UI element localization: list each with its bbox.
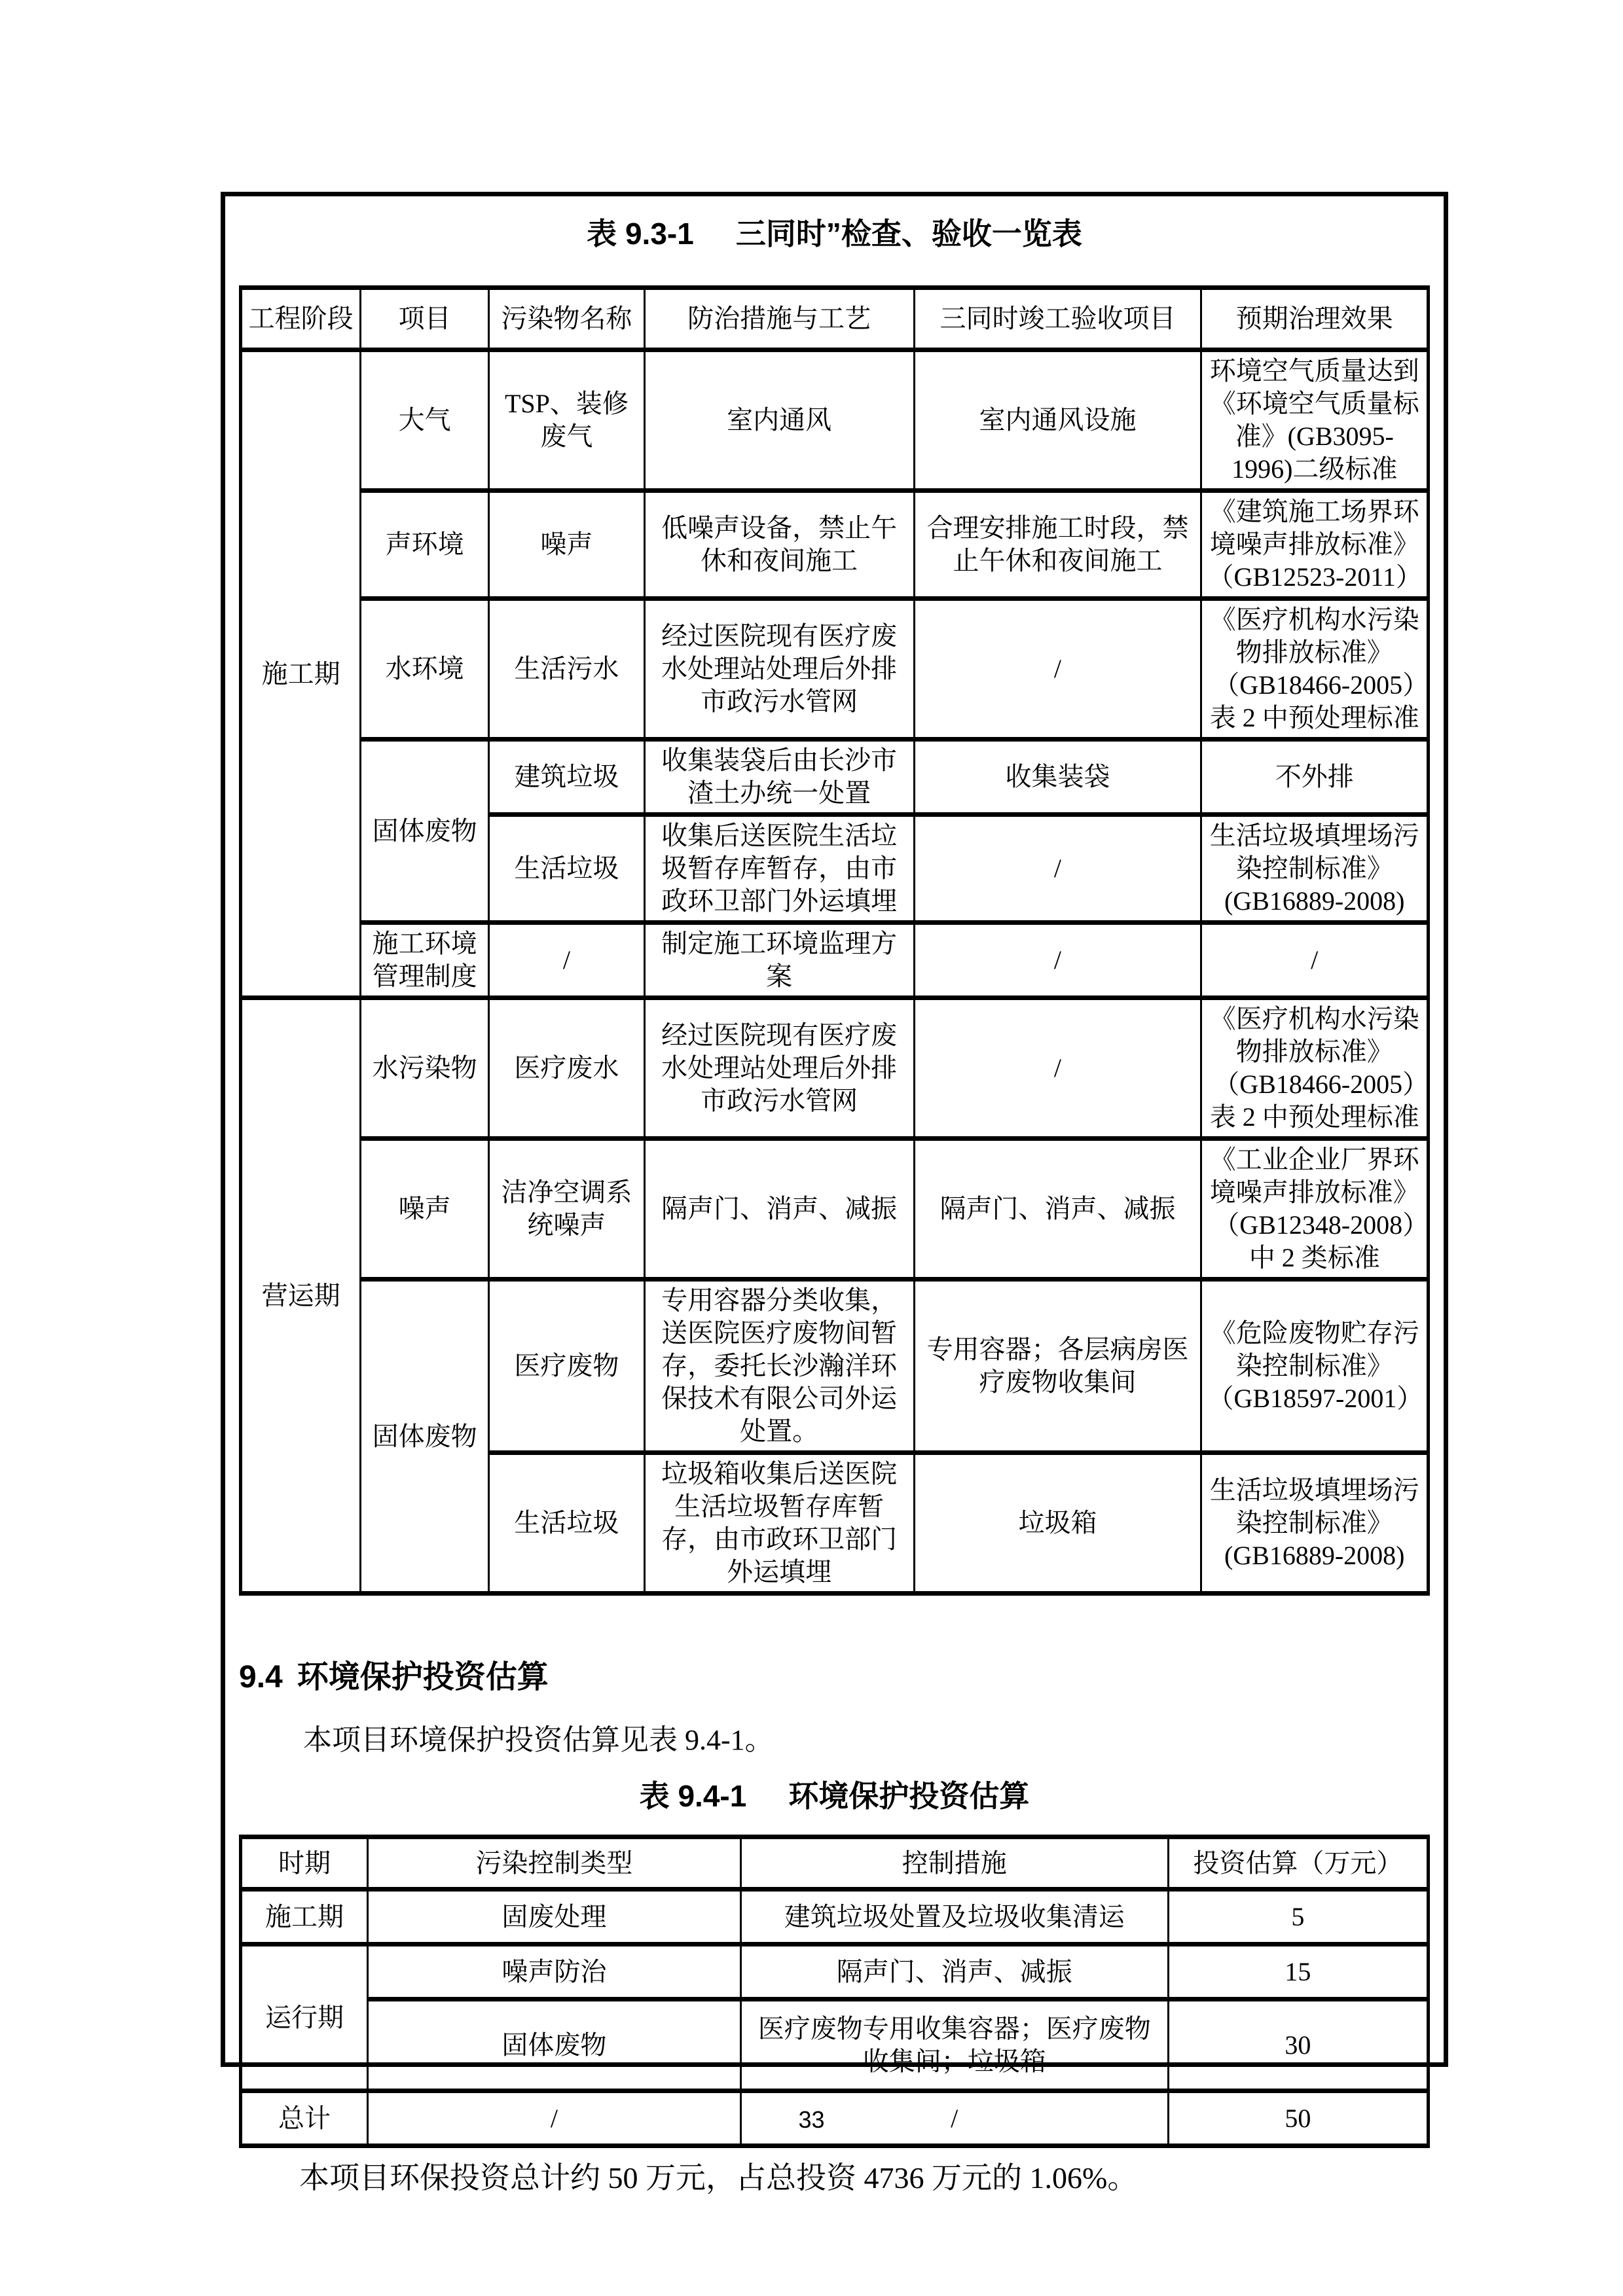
table-cell: / <box>914 599 1201 740</box>
stage-cell-operation: 营运期 <box>241 998 361 1594</box>
table-cell: 隔声门、消声、减振 <box>644 1139 914 1280</box>
table-cell: / <box>368 2091 741 2146</box>
table-cell: 不外排 <box>1201 740 1429 815</box>
table-cell: / <box>489 923 645 998</box>
investment-estimate-table <box>239 1835 1430 2148</box>
table-cell: 噪声 <box>489 491 645 599</box>
table-cell: 制定施工环境监理方案 <box>644 923 914 998</box>
table-cell: 环境空气质量达到《环境空气质量标准》(GB3095-1996)二级标准 <box>1201 350 1429 491</box>
table-cell: 室内通风设施 <box>914 350 1201 491</box>
table-cell: 《医疗机构水污染物排放标准》（GB18466-2005）表 2 中预处理标准 <box>1201 599 1429 740</box>
table-cell: / <box>740 2091 1168 2146</box>
table-row <box>241 923 1429 998</box>
table-cell: 《医疗机构水污染物排放标准》（GB18466-2005）表 2 中预处理标准 <box>1201 998 1429 1139</box>
investment-footnote: 本项目环保投资总计约 50 万元，占总投资 4736 万元的 1.06%。 <box>299 2161 1138 2195</box>
three-simultaneity-table <box>239 285 1430 1596</box>
value-cell: 15 <box>1168 1945 1428 2000</box>
table1-caption-title: 三同时”检查、验收一览表 <box>735 217 1082 251</box>
table-row <box>241 350 1429 491</box>
table-cell: 生活垃圾 <box>489 1453 645 1594</box>
period-cell: 施工期 <box>241 1890 368 1945</box>
value-cell: 30 <box>1168 2000 1428 2091</box>
table-cell: 洁净空调系统噪声 <box>489 1139 645 1280</box>
stage-cell-construction: 施工期 <box>241 350 361 998</box>
table-cell: 噪声防治 <box>368 1945 741 2000</box>
column-header: 项目 <box>361 288 489 350</box>
table-cell: 垃圾箱收集后送医院生活垃圾暂存库暂存，由市政环卫部门外运填埋 <box>644 1453 914 1594</box>
table-cell: / <box>914 998 1201 1139</box>
table-cell: 噪声 <box>361 1139 489 1280</box>
table-cell: 水环境 <box>361 599 489 740</box>
table-cell: 经过医院现有医疗废水处理站处理后外排市政污水管网 <box>644 599 914 740</box>
table-cell: / <box>914 815 1201 923</box>
table-cell: 隔声门、消声、减振 <box>740 1945 1168 2000</box>
column-header: 三同时竣工验收项目 <box>914 288 1201 350</box>
table-cell: 隔声门、消声、减振 <box>914 1139 1201 1280</box>
table-cell: 经过医院现有医疗废水处理站处理后外排市政污水管网 <box>644 998 914 1139</box>
table-cell: 生活垃圾填埋场污染控制标准》(GB16889-2008) <box>1201 1453 1429 1594</box>
table-cell: 建筑垃圾 <box>489 740 645 815</box>
column-header: 工程阶段 <box>241 288 361 350</box>
table1-caption-label: 表 9.3-1 <box>587 217 694 251</box>
table-cell: 专用容器；各层病房医疗废物收集间 <box>914 1280 1201 1453</box>
table-cell: 固废处理 <box>368 1890 741 1945</box>
table-cell: TSP、装修废气 <box>489 350 645 491</box>
table-cell: 施工环境管理制度 <box>361 923 489 998</box>
table-cell: 《建筑施工场界环境噪声排放标准》（GB12523-2011） <box>1201 491 1429 599</box>
table-row <box>241 1139 1429 1280</box>
value-cell: 50 <box>1168 2091 1428 2146</box>
table1-caption <box>239 215 1430 253</box>
table-cell: / <box>914 923 1201 998</box>
table2-caption <box>239 1777 1430 1815</box>
table-cell: 建筑垃圾处置及垃圾收集清运 <box>740 1890 1168 1945</box>
column-header: 控制措施 <box>740 1837 1168 1890</box>
table-row <box>241 1945 1429 2000</box>
page-number: 33 <box>798 2106 825 2133</box>
table-cell: 垃圾箱 <box>914 1453 1201 1594</box>
table-cell: 合理安排施工时段，禁止午休和夜间施工 <box>914 491 1201 599</box>
table-cell: 固体废物 <box>368 2000 741 2091</box>
table-row <box>241 599 1429 740</box>
solid-waste-group-cell: 固体废物 <box>361 740 489 923</box>
table-cell: 收集后送医院生活垃圾暂存库暂存，由市政环卫部门外运填埋 <box>644 815 914 923</box>
section-number: 9.4 <box>239 1660 283 1695</box>
table-row <box>241 998 1429 1139</box>
table-header-row <box>241 288 1429 350</box>
table-cell: 《危险废物贮存污染控制标准》（GB18597-2001） <box>1201 1280 1429 1453</box>
table-cell: 收集装袋 <box>914 740 1201 815</box>
table-row <box>241 1280 1429 1453</box>
column-header: 污染控制类型 <box>368 1837 741 1890</box>
column-header: 防治措施与工艺 <box>644 288 914 350</box>
section-title: 环境保护投资估算 <box>297 1660 549 1695</box>
column-header: 预期治理效果 <box>1201 288 1429 350</box>
table-row <box>241 740 1429 815</box>
table-cell: 生活垃圾填埋场污染控制标准》(GB16889-2008) <box>1201 815 1429 923</box>
table-row <box>241 1890 1429 1945</box>
table-row <box>241 2000 1429 2091</box>
table2-caption-title: 环境保护投资估算 <box>788 1779 1030 1813</box>
table-cell: 大气 <box>361 350 489 491</box>
table-cell: 医疗废水 <box>489 998 645 1139</box>
table-row <box>241 491 1429 599</box>
value-cell: 5 <box>1168 1890 1428 1945</box>
table-cell: 低噪声设备，禁止午休和夜间施工 <box>644 491 914 599</box>
table-cell: 专用容器分类收集，送医院医疗废物间暂存，委托长沙瀚洋环保技术有限公司外运处置。 <box>644 1280 914 1453</box>
table2-caption-label: 表 9.4-1 <box>639 1779 747 1813</box>
table-cell: 室内通风 <box>644 350 914 491</box>
table-cell: / <box>1201 923 1429 998</box>
solid-waste-group-cell: 固体废物 <box>361 1280 489 1594</box>
table-cell: 医疗废物专用收集容器；医疗废物收集间；垃圾箱 <box>740 2000 1168 2091</box>
table-cell: 水污染物 <box>361 998 489 1139</box>
table-cell: 收集装袋后由长沙市渣土办统一处置 <box>644 740 914 815</box>
table-cell: 声环境 <box>361 491 489 599</box>
table-cell: 《工业企业厂界环境噪声排放标准》（GB12348-2008）中 2 类标准 <box>1201 1139 1429 1280</box>
period-cell: 运行期 <box>241 1945 368 2091</box>
column-header: 污染物名称 <box>489 288 645 350</box>
total-label-cell: 总计 <box>241 2091 368 2146</box>
column-header: 时期 <box>241 1837 368 1890</box>
section-heading <box>239 1658 1430 1697</box>
table-cell: 生活污水 <box>489 599 645 740</box>
table-header-row <box>241 1837 1429 1890</box>
table-cell: 医疗废物 <box>489 1280 645 1453</box>
section-paragraph: 本项目环境保护投资估算见表 9.4-1。 <box>303 1724 774 1756</box>
table-cell: 生活垃圾 <box>489 815 645 923</box>
column-header: 投资估算（万元） <box>1168 1837 1428 1890</box>
